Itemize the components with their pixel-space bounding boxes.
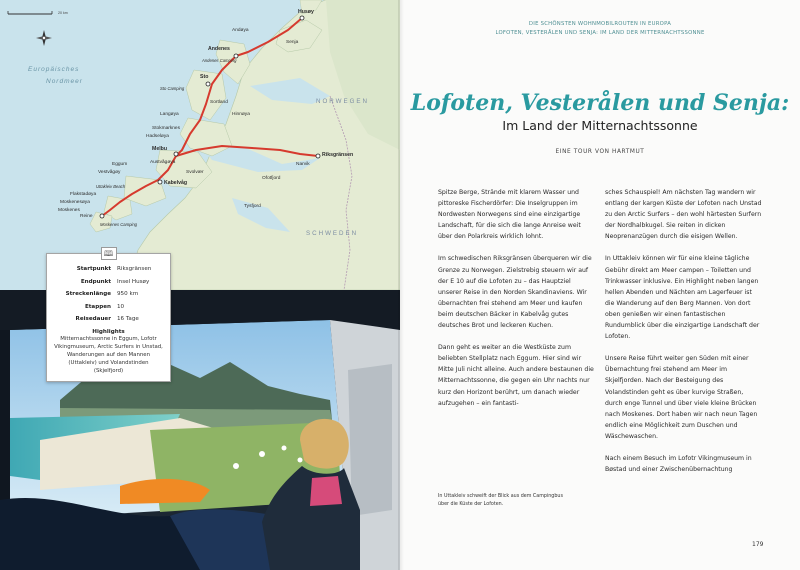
running-header <box>400 20 800 37</box>
info-row-start <box>53 263 164 276</box>
town-narvik: Narvik <box>296 162 310 167</box>
paragraph: sches Schauspiel! Am nächsten Tag wandern wir entlang der kargen Küste der Lofoten nach Unstad zu den Arctic Surfers – den wohl härtesten Surfern der Nordhalbkugel. Sie reiten in dicken Neoprenanzügen durch die eisigen Wellen. <box>605 189 762 241</box>
paragraph: Im schwedischen Riksgränsen überqueren wir die Grenze zu Norwegen. Zielstrebig steuern wir auf der E 10 auf die Lofoten zu – das Hauptziel unserer Reise in den Norden Skandinaviens. Wir übernachten frei stehend am Meer und kaufen beim deutschen Bäcker in Kabelvåg gutes deutsches Brot und leckeren Kuchen. <box>438 255 592 330</box>
map-graphic <box>0 0 400 290</box>
place-andoya: Andøya <box>232 28 249 33</box>
text-column-left <box>438 187 595 420</box>
info-key: Startpunkt <box>76 266 111 272</box>
highlights-title: Highlights <box>92 328 125 335</box>
page-number: 179 <box>752 541 764 548</box>
town-husoy: Husøy <box>298 9 314 15</box>
place-moskenesoya: Moskenesøya <box>60 200 90 205</box>
book-gutter <box>398 0 404 570</box>
country-label-norway: NORWEGEN <box>316 98 370 105</box>
camp-sto: Sto Camping <box>160 86 185 91</box>
info-row-distance <box>53 288 164 301</box>
place-senja: Senja <box>286 40 299 45</box>
paragraph: Spitze Berge, Strände mit klarem Wasser und pittoreske Fischerdörfer: Die Inselgruppen im Nordwesten Norwegens sind eine einzigartige Landschaft, für die sich die lange Anreise weit über den Polarkreis wirklich lohnt. <box>438 189 581 241</box>
info-key: Streckenlänge <box>65 291 111 297</box>
place-reine: Reine <box>80 214 93 219</box>
info-key: Endpunkt <box>80 278 111 285</box>
tour-info-box <box>46 249 171 382</box>
camp-uttakleiv: Uttakleiv Beach <box>96 184 126 189</box>
place-eggum: Eggum <box>112 162 128 167</box>
text-column-right <box>605 187 762 486</box>
paragraph: In Uttakleiv können wir für eine kleine tägliche Gebühr direkt am Meer campen – Toiletten und Trinkwasser inklusive. Ein Highlight neben langen hellen Abenden und Nächten am Lagerfeuer ist die Wanderung auf den Berg Mannen. Von dort oben genießen wir einen fantastischen Rundumblick über die einzigartige Landschaft der Lofoten. <box>605 255 760 341</box>
place-tysfjord: Tysfjord <box>244 204 261 209</box>
book-icon: 🕮 <box>101 247 117 260</box>
right-page <box>400 0 800 570</box>
article-title: Lofoten, Vesterålen und Senja: <box>410 90 790 116</box>
place-austvagoya: Austvågøya <box>150 160 176 165</box>
photo-caption: In Uttakleiv schweift der Blick aus dem Campingbus über die Küste der Lofoten. <box>438 494 563 507</box>
town-andenes: Andenes <box>208 46 230 52</box>
sea-label-2: Nordmeer <box>46 78 83 85</box>
place-flakstadoya: Flakstadøya <box>70 192 97 197</box>
running-header-line1: DIE SCHÖNSTEN WOHNMOBILROUTEN IN EUROPA <box>528 21 672 27</box>
running-header-line2: LOFOTEN, VESTERÅLEN UND SENJA: IM LAND DER MITTERNACHTSSONNE <box>495 29 705 36</box>
place-vestvagoy: Vestvågøy <box>98 170 121 175</box>
article-byline: EINE TOUR VON HARTMUT <box>555 149 645 155</box>
place-sortland: Sortland <box>210 100 228 105</box>
highlights-text: Mitternachtssonne in Eggum, Lofotr Vikingmuseum, Arctic Surfers in Unstad, Wanderungen auf den Mannen (Uttakleiv) und Volandstinden (Skjelfjord) <box>54 335 163 374</box>
info-row-end <box>53 276 164 289</box>
sea-label-1: Europäisches <box>28 66 80 73</box>
town-sto: Sto <box>200 74 209 80</box>
paragraph: Nach einem Besuch im Lofotr Vikingmuseum in Bøstad und einer Zwischenübernachtung <box>605 454 752 474</box>
info-value: 16 Tage <box>117 316 139 322</box>
info-value: 950 km <box>117 291 139 297</box>
paragraph: Dann geht es weiter an die Westküste zum beliebten Stellplatz nach Eggum. Hier sind wir Mitte Juli nicht alleine. Auch andere bestaunen die Mitternachtssonne, die gegen ein Uhr nachts nur kurz den Horizont berührt, um danach wieder aufzugehen – ein fantasti- <box>438 344 594 407</box>
article-subtitle: Im Land der Mitternachtssonne <box>502 118 698 133</box>
town-melbu: Melbu <box>152 146 167 152</box>
place-stokmarknes: Stokmarknes <box>152 126 180 131</box>
place-hinnoya: Hinnøya <box>232 112 250 117</box>
route-map <box>0 0 400 290</box>
map-scale-label: 20 km <box>58 11 68 15</box>
place-hadseloya: Hadseløya <box>146 134 169 139</box>
info-value: 10 <box>117 303 125 310</box>
info-row-stages <box>53 301 164 314</box>
camp-moskenes: Moskenes Camping <box>100 222 138 227</box>
place-ofotfjord: Ofotfjord <box>262 176 281 181</box>
country-label-sweden: SCHWEDEN <box>306 230 359 237</box>
info-row-duration <box>53 313 164 326</box>
info-value: Insel Husøy <box>117 278 150 285</box>
info-value: Riksgränsen <box>117 266 152 272</box>
place-svolvaer: Svolvær <box>186 170 204 175</box>
town-moskenes: Moskenes <box>58 208 80 213</box>
place-langoya: Langøya <box>160 112 179 117</box>
info-key: Reisedauer <box>75 316 111 322</box>
town-riksgransen: Riksgränsen <box>322 152 354 158</box>
town-kabelvag: Kabelvåg <box>164 180 188 186</box>
camp-andenes: Andenes Camping <box>202 58 237 63</box>
info-key: Etappen <box>84 303 111 310</box>
paragraph: Unsere Reise führt weiter gen Süden mit einer Übernachtung frei stehend am Meer im Skjelfjorden. Nach der Besteigung des Volandstinden geht es über kurvige Straßen, durch enge Tunnel und über viele kleine Brücken nach Moskenes. Dort haben wir nach neun Tagen endlich eine Möglichkeit zum Duschen und Wäschewaschen. <box>605 355 758 440</box>
